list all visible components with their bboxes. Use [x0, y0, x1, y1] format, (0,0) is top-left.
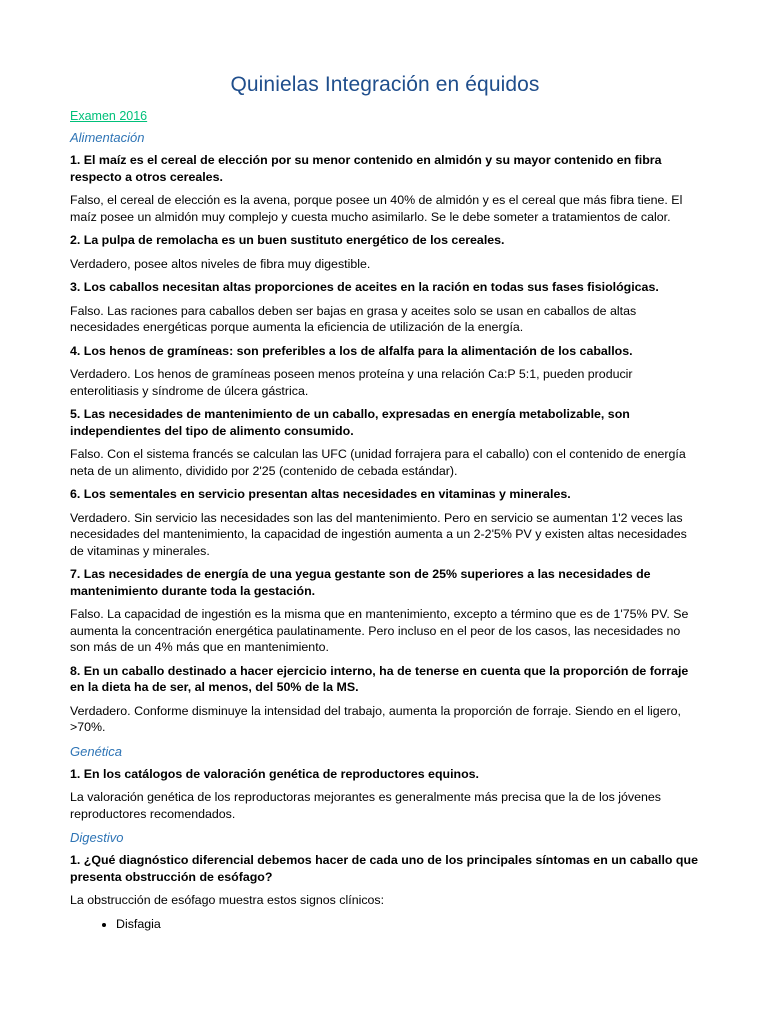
answer-genetica-1: La valoración genética de los reproductoras mejorantes es generalmente más precisa que la de los jóvenes reproductores recomendados. [70, 790, 661, 821]
question-alimentacion-5: 5. Las necesidades de mantenimiento de un caballo, expresadas en energía metabolizable, son independientes del tipo de alimento consumido. [70, 407, 630, 438]
answer-digestivo-1: La obstrucción de esófago muestra estos signos clínicos: [70, 893, 385, 907]
answer-alimentacion-8: Verdadero. Conforme disminuye la intensidad del trabajo, aumenta la proporción de forraje. Siendo en el ligero, >70%. [70, 703, 681, 734]
answer-alimentacion-7: Falso. La capacidad de ingestión es la misma que en mantenimiento, excepto a término que es de 1'75% PV. Se aumenta la concentración energética paulatinamente. Pero incluso en el peor de los casos, las necesidades no son más de un 4% más que en mantenimiento. [70, 607, 689, 654]
answer-alimentacion-3: Falso. Las raciones para caballos deben ser bajas en grasa y aceites solo se usan en caballos de altas necesidades energéticas porque aumenta la eficiencia de utilización de la energía. [70, 303, 637, 334]
exam-2016-link[interactable]: Examen 2016 [70, 109, 148, 123]
answer-alimentacion-1: Falso, el cereal de elección es la avena, porque posee un 40% de almidón y es el cereal que más fibra tiene. El maíz posee un almidón muy complejo y cuesta mucho asimilarlo. Se le debe someter a tratamientos de calor. [70, 193, 683, 224]
question-alimentacion-7: 7. Las necesidades de energía de una yegua gestante son de 25% superiores a las necesidades de mantenimiento durante toda la gestación. [70, 567, 651, 598]
question-alimentacion-8: 8. En un caballo destinado a hacer ejercicio interno, ha de tenerse en cuenta que la proporción de forraje en la dieta ha de ser, al menos, del 50% de la MS. [70, 663, 689, 694]
answer-alimentacion-2: Verdadero, posee altos niveles de fibra muy digestible. [70, 256, 371, 271]
page-title: Quinielas Integración en équidos [230, 73, 540, 96]
question-alimentacion-2: 2. La pulpa de remolacha es un buen sustituto energético de los cereales. [70, 233, 505, 247]
question-digestivo-1: 1. ¿Qué diagnóstico diferencial debemos hacer de cada uno de los principales síntomas en un caballo que presenta obstrucción de esófago? [70, 853, 698, 884]
section-heading-alimentacion: Alimentación [70, 130, 145, 145]
answer-alimentacion-6: Verdadero. Sin servicio las necesidades son las del mantenimiento. Pero en servicio se aumentan 1'2 veces las necesidades del mantenimiento, la capacidad de ingestión aumenta a un 2-2'5% PV y existen altas necesidades de vitaminas y minerales. [70, 510, 687, 558]
question-genetica-1: 1. En los catálogos de valoración genética de reproductores equinos. [70, 766, 479, 781]
list-item: • Disfagia [116, 916, 700, 933]
answer-alimentacion-4: Verdadero. Los henos de gramíneas poseen menos proteína y una relación Ca:P 5:1, pueden producir enterolitiasis y síndrome de úlcera gástrica. [70, 367, 633, 398]
question-alimentacion-4: 4. Los henos de gramíneas: son preferibles a los de alfalfa para la alimentación de los caballos. [70, 343, 633, 358]
section-heading-digestivo: Digestivo [70, 830, 124, 845]
question-alimentacion-3: 3. Los caballos necesitan altas proporciones de aceites en la ración en todas sus fases fisiológicas. [70, 280, 659, 294]
symptom-list [70, 916, 700, 933]
answer-alimentacion-5: Falso. Con el sistema francés se calculan las UFC (unidad forrajera para el caballo) con el contenido de energía neta de un alimento, dividido por 2'25 (contenido de cebada estándar). [70, 447, 686, 478]
question-alimentacion-6: 6. Los sementales en servicio presentan altas necesidades en vitaminas y minerales. [70, 487, 571, 501]
question-alimentacion-1: 1. El maíz es el cereal de elección por su menor contenido en almidón y su mayor contenido en fibra respecto a otros cereales. [70, 153, 662, 184]
section-heading-genetica: Genética [70, 743, 123, 759]
